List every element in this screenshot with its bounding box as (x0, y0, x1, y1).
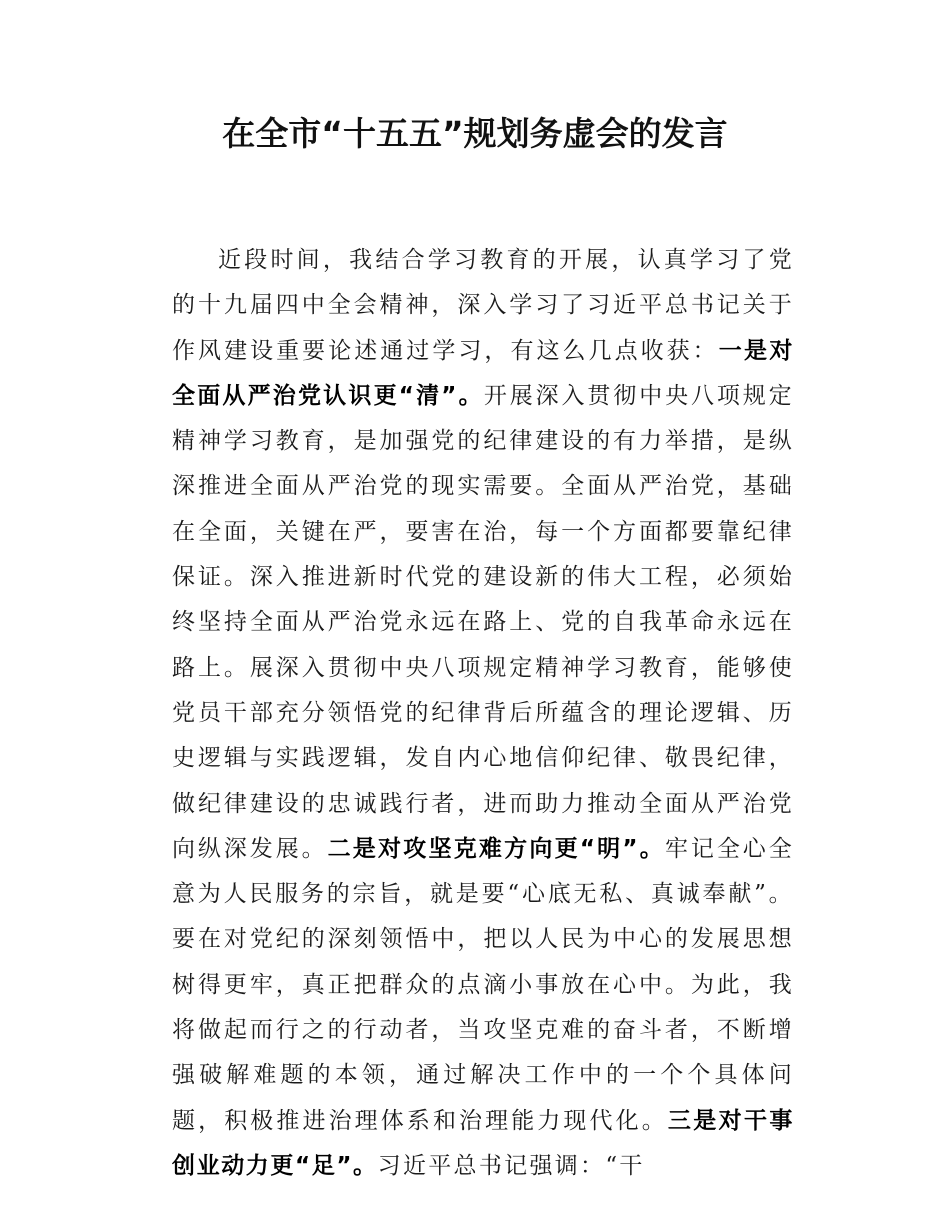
paragraph-text-segment: 习近平总书记强调：“干 (377, 1152, 645, 1179)
bold-heading-point-two: 二是对攻坚克难方向更“明”。 (327, 835, 665, 862)
paragraph-text-segment: 近段时间，我结合学习教育的开展，认真学习了党的十九届四中全会精神，深入学习了习近平总书记关于作风建设重要论述通过学习，有这么几点收获： (172, 247, 794, 364)
body-paragraph (172, 238, 794, 1189)
paragraph-text-segment: 开展深入贯彻中央八项规定精神学习教育，是加强党的纪律建设的有力举措，是纵深推进全面从严治党的现实需要。全面从严治党，基础在全面，关键在严，要害在治，每一个方面都要靠纪律保证。深入推进新时代党的建设新的伟大工程，必须始终坚持全面从严治党永远在路上、党的自我革命永远在路上。展深入贯彻中央八项规定精神学习教育，能够使党员干部充分领悟党的纪律背后所蕴含的理论逻辑、历史逻辑与实践逻辑，发自内心地信仰纪律、敬畏纪律，做纪律建设的忠诚践行者，进而助力推动全面从严治党向纵深发展。 (172, 382, 794, 862)
paragraph-text-segment: 牢记全心全意为人民服务的宗旨，就是要“心底无私、真诚奉献”。要在对党纪的深刻领悟中，把以人民为中心的发展思想树得更牢，真正把群众的点滴小事放在心中。为此，我将做起而行之的行动者，当攻坚克难的奋斗者，不断增强破解难题的本领，通过解决工作中的一个个具体问题，积极推进治理体系和治理能力现代化。 (172, 835, 794, 1134)
document-title: 在全市“十五五”规划务虚会的发言 (222, 114, 728, 153)
bold-heading-point-three: 三是对干事创业动力更“足”。 (172, 1107, 795, 1179)
bold-heading-point-one: 一是对全面从严治党认识更“清”。 (172, 337, 794, 409)
